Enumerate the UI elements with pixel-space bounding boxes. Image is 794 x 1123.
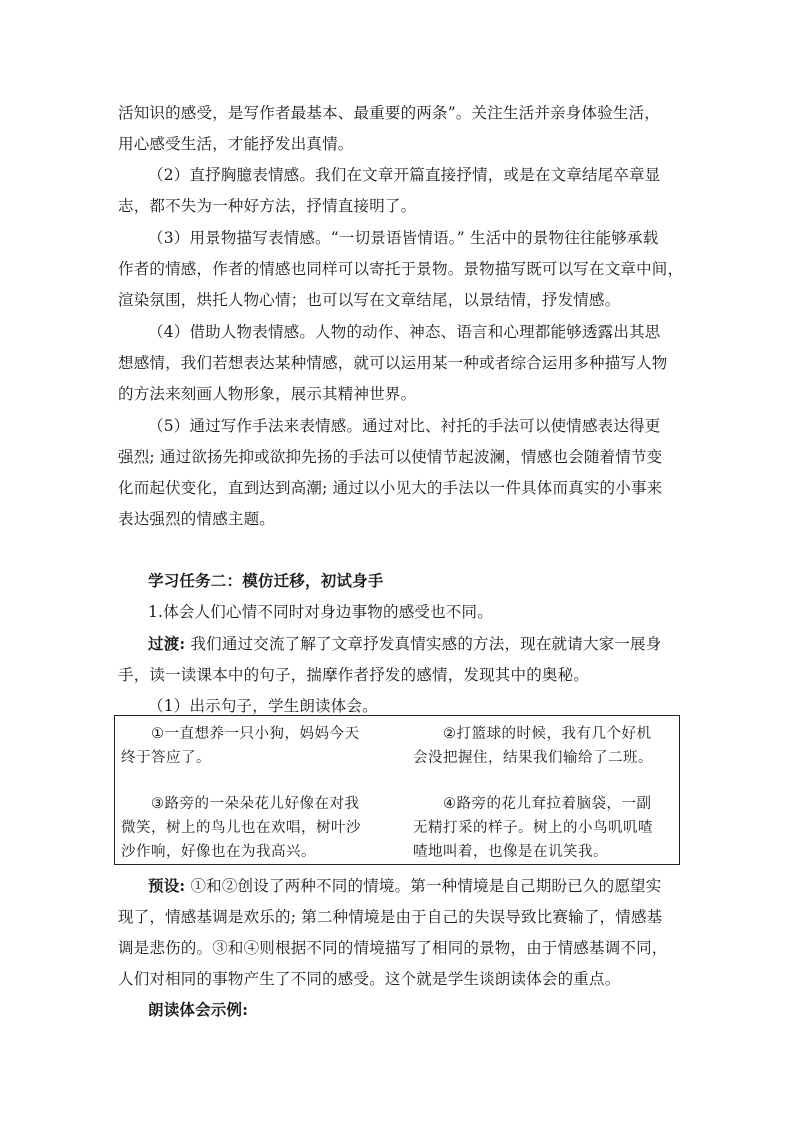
step-1-line: （1）出示句子，学生朗读体会。 [148,697,378,715]
method-3-line: 作者的情感，作者的情感也同样可以寄托于景物。景物描写既可以写在文章中间， [118,260,684,278]
method-5-line: 表达强烈的情感主题。 [118,510,276,528]
preset-line [148,876,708,896]
method-2-line: 志，都不失为一种好方法，抒情直接明了。 [118,197,417,215]
method-3-line: （3）用景物描写表情感。“一切景语皆情语。” 生活中的景物往往能够承载 [148,229,659,247]
transition-label: 过渡: [148,634,186,653]
transition-text: 我们通过交流了解了文章抒发真情实感的方法，现在就请大家一展身 [185,635,662,653]
method-5-line: （5）通过写作手法来表情感。通过对比、衬托的手法可以使情感表达得更 [148,417,661,435]
paragraph-line: 活知识的感受，是写作者最基本、最重要的两条”。关注生活并亲身体验生活， [118,104,660,122]
paragraph-line: 用心感受生活，才能抒发出真情。 [118,135,354,153]
method-5-line: 强烈; 通过欲扬先抑或欲抑先扬的手法可以使情节起波澜，情感也会随着情节变 [118,448,663,466]
sentence-1-line: 终于答应了。 [121,750,211,766]
preset-line: 调是悲伤的。③和④则根据不同的情境描写了相同的景物，由于情感基调不同， [118,939,668,957]
sentence-3-line: 沙作响，好像也在为我高兴。 [121,844,316,860]
method-5-line: 化而起伏变化，直到达到高潮; 通过以小见大的手法以一件具体而真实的小事来 [118,479,663,497]
sentence-1-line: ①一直想养一只小狗，妈妈今天 [151,726,360,742]
task-2-heading: 学习任务二：模仿迁移，初试身手 [148,571,384,590]
transition-line: 手，读一读课本中的句子，揣摩作者抒发的感情，发现其中的奥秘。 [118,666,590,684]
sentence-4-line: ④路旁的花儿耷拉着脑袋，一副 [443,796,652,812]
example-heading: 朗读体会示例: [148,1000,249,1019]
sentence-4-line: 喳地叫着，也像是在讥笑我。 [413,844,608,860]
preset-line: 现了，情感基调是欢乐的; 第二种情境是由于自己的失误导致比赛输了，情感基 [118,908,663,926]
method-4-line: （4）借助人物表情感。人物的动作、神态、语言和心理都能够透露出其思 [148,323,661,341]
preset-line: 人们对相同的事物产生了不同的感受。这个就是学生谈朗读体会的重点。 [118,970,621,988]
method-4-line: 想感情，我们若想表达某种情感，就可以运用某一种或者综合运用多种描写人物 [118,354,668,372]
sentence-3-line: ③路旁的一朵朵花儿好像在对我 [151,796,360,812]
sentence-3-line: 微笑，树上的鸟儿也在欢唱，树叶沙 [121,820,361,836]
sentence-2-line: ②打篮球的时候，我有几个好机 [443,726,652,742]
task-2-item-1: 1.体会人们心情不同时对身边事物的感受也不同。 [148,603,493,621]
preset-label: 预设: [148,876,186,895]
sentence-2-line: 会没把握住，结果我们输给了二班。 [413,750,653,766]
preset-text: ①和②创设了两种不同的情境。第一种情境是自己期盼已久的愿望实 [185,877,662,895]
sentence-4-line: 无精打采的样子。树上的小鸟叽叽喳 [413,820,653,836]
transition-line [148,634,708,654]
method-4-line: 的方法来刻画人物形象，展示其精神世界。 [118,385,417,403]
method-2-line: （2）直抒胸臆表情感。我们在文章开篇直接抒情，或是在文章结尾卒章显 [148,166,661,184]
method-3-line: 渲染氛围，烘托人物心情；也可以写在文章结尾，以景结情，抒发情感。 [118,291,621,309]
sentence-box [114,715,680,865]
